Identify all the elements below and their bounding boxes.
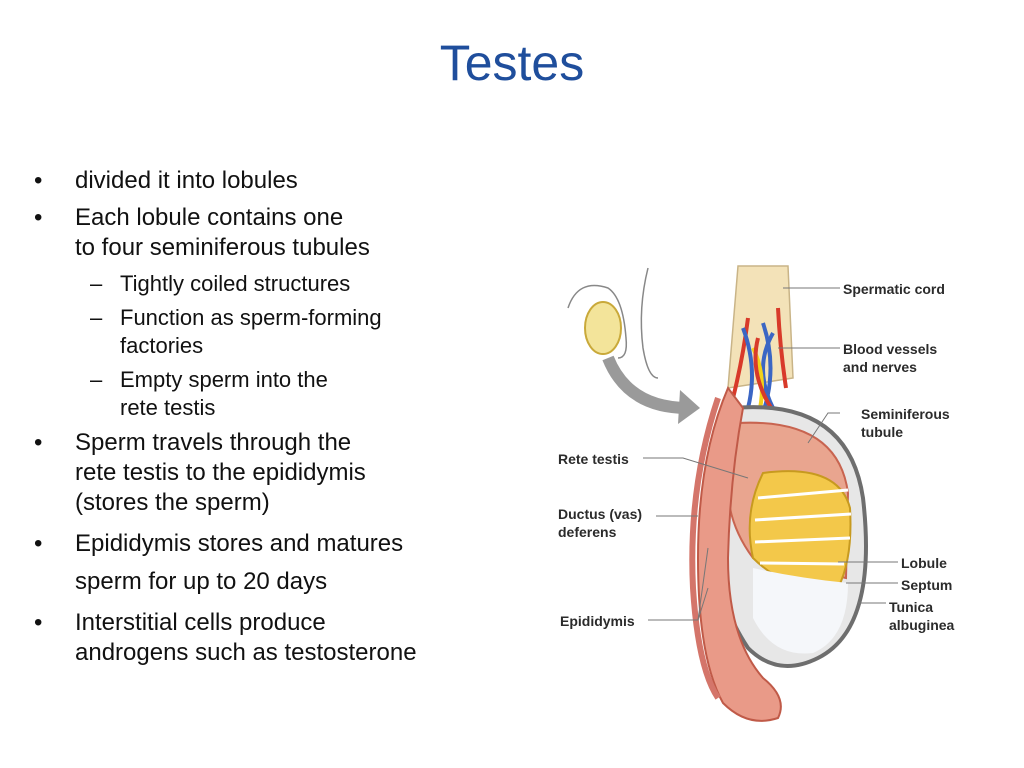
sub-bullet-item: – Function as sperm-forming factories [32, 304, 502, 360]
testis-illustration [548, 258, 978, 738]
testis-diagram [548, 258, 978, 738]
bullet-item: • Interstitial cells produce androgens such as testosterone [32, 608, 502, 668]
label-tunica-albuginea: Tunica albuginea [889, 599, 955, 633]
arrow-shape [608, 358, 688, 408]
bullet-item: • Each lobule contains one to four seminiferous tubules [32, 203, 502, 263]
label-rete-testis: Rete testis [558, 451, 629, 467]
bullet-item: • Sperm travels through the rete testis to the epididymis (stores the sperm) [32, 428, 502, 518]
bullet-item: • divided it into lobules [32, 166, 502, 196]
bullet-list [32, 166, 502, 675]
label-epididymis: Epididymis [560, 613, 635, 629]
bullet-item: • Epididymis stores and matures sperm for up to 20 days [32, 525, 502, 601]
arrow-head-shape [678, 390, 700, 424]
sub-bullet-item: – Tightly coiled structures [32, 270, 502, 298]
sub-bullet-item: – Empty sperm into the rete testis [32, 366, 502, 422]
label-ductus-deferens: Ductus (vas) deferens [558, 506, 643, 540]
slide-title: Testes [439, 35, 585, 91]
inset-testis-shape [585, 302, 621, 354]
label-blood-vessels: Blood vessels and nerves [843, 341, 938, 375]
label-septum: Septum [901, 577, 953, 593]
label-spermatic-cord: Spermatic cord [843, 281, 945, 297]
label-lobule: Lobule [901, 555, 947, 571]
label-seminiferous-tubule: Seminiferous tubule [861, 406, 950, 440]
